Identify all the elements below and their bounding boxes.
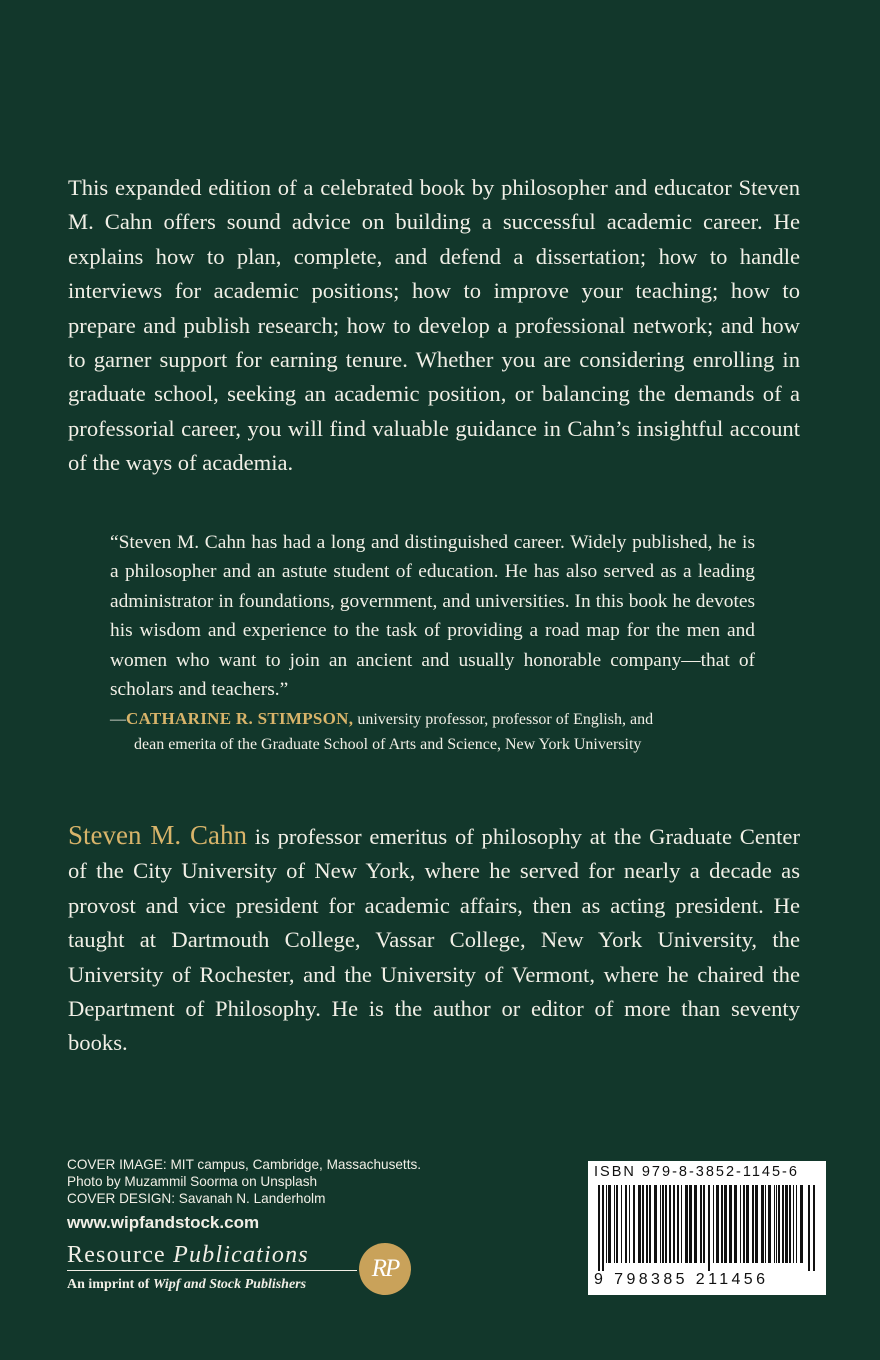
publisher-name-italic: Publications — [173, 1242, 309, 1268]
barcode-bar — [616, 1185, 618, 1263]
barcode-bar — [606, 1185, 607, 1263]
imprint-prefix: An imprint of — [67, 1277, 153, 1292]
barcode-bar — [793, 1185, 794, 1263]
barcode-bar — [778, 1185, 780, 1263]
barcode-bar — [654, 1185, 657, 1263]
barcode-bar — [694, 1185, 697, 1263]
rp-logo-icon: RP — [359, 1243, 411, 1295]
barcode-bar — [782, 1185, 784, 1263]
barcode-bar — [673, 1185, 675, 1263]
author-bio-text: is professor emeritus of philosophy at the Graduate Center of the City University of New York, where he served for nearly a decade as provost and vice president for academic affairs, then as acting president. He taught at Dartmouth College, Vassar College, New York University, the University of Rochester, and the University of Vermont, where he chaired the Department of Philosophy. He is the author or editor of more than seventy books. — [68, 824, 800, 1056]
imprint-name: Wipf and Stock Publishers — [152, 1277, 307, 1292]
barcode-bar — [621, 1185, 622, 1263]
barcode-bar — [774, 1185, 775, 1263]
cover-design-text: Savanah N. Landerholm — [175, 1191, 326, 1206]
cover-image-label: COVER IMAGE: — [67, 1157, 167, 1172]
barcode-bar — [743, 1185, 745, 1263]
barcode-bar — [677, 1185, 679, 1263]
barcode-bar — [808, 1185, 810, 1271]
barcode-bar — [625, 1185, 627, 1263]
endorsement-quote: “Steven M. Cahn has had a long and distinguished career. Widely published, he is a philosopher and an astute student of education. He has also served as a leading administrator in foundations, government, and universities. In this book he devotes his wisdom and experience to the task of providing a road map for the men and women who want to join an ancient and usually honorable company—that of scholars and teachers.” — [110, 532, 755, 701]
cover-design-credit — [67, 1190, 537, 1207]
publisher-imprint — [67, 1277, 306, 1293]
barcode-bar — [614, 1185, 615, 1263]
barcode-bar — [800, 1185, 803, 1263]
barcode-bar — [669, 1185, 671, 1263]
barcode-bar — [646, 1185, 648, 1263]
barcode-bar — [729, 1185, 732, 1263]
barcode-bar — [789, 1185, 791, 1263]
barcode-bar — [768, 1185, 771, 1263]
endorsement-attribution — [110, 706, 790, 757]
barcode-bar — [598, 1185, 600, 1271]
barcode-bar — [740, 1185, 741, 1263]
publisher-name-regular: Resource — [67, 1242, 174, 1268]
isbn-label: ISBN 979-8-3852-1145-6 — [594, 1164, 799, 1180]
cover-image-text: MIT campus, Cambridge, Massachusetts. — [166, 1157, 422, 1172]
endorser-title-line1: university professor, professor of English, and — [353, 711, 654, 728]
barcode-bar — [629, 1185, 630, 1263]
cover-design-label: COVER DESIGN: — [67, 1191, 176, 1206]
barcode-bar — [752, 1185, 754, 1263]
barcode-bar — [721, 1185, 723, 1263]
barcode-bar — [785, 1185, 788, 1263]
barcode-bar — [708, 1185, 710, 1271]
barcode-bar — [665, 1185, 667, 1263]
barcode-bar — [638, 1185, 641, 1263]
barcode-bar — [700, 1185, 702, 1263]
photo-credit: Photo by Muzammil Soorma on Unsplash — [67, 1174, 318, 1189]
barcode-bar — [761, 1185, 764, 1263]
barcode-bar — [716, 1185, 719, 1263]
author-bio — [68, 818, 800, 1061]
barcode-bar — [642, 1185, 644, 1263]
barcode-bar — [681, 1185, 682, 1263]
attribution-dash: — — [110, 711, 126, 728]
barcode-bars — [598, 1185, 816, 1271]
barcode-bar — [689, 1185, 692, 1263]
barcode-bar — [796, 1185, 797, 1263]
barcode-bar — [633, 1185, 635, 1263]
author-name: Steven M. Cahn — [68, 820, 247, 850]
barcode-bar — [685, 1185, 688, 1263]
barcode-bar — [765, 1185, 766, 1263]
barcode-bar — [746, 1185, 749, 1263]
barcode-bar — [713, 1185, 714, 1263]
barcode-bar — [608, 1185, 611, 1263]
publisher-name — [67, 1240, 357, 1271]
barcode-bar — [813, 1185, 815, 1271]
barcode-bar — [755, 1185, 758, 1263]
isbn-barcode — [588, 1161, 826, 1295]
barcode-bar — [649, 1185, 651, 1263]
barcode-digits: 9 798385 211456 — [594, 1271, 769, 1288]
endorser-title-line2: dean emerita of the Graduate School of Arts and Science, New York University — [134, 736, 642, 753]
barcode-bar — [724, 1185, 727, 1263]
barcode-bar — [703, 1185, 705, 1263]
barcode-bar — [602, 1185, 604, 1271]
endorser-name: CATHARINE R. STIMPSON, — [126, 709, 354, 728]
book-description: This expanded edition of a celebrated book by philosopher and educator Steven M. Cahn offers sound advice on building a successful academic career. He explains how to plan, complete, and defend a dissertation; how to handle interviews for academic positions; how to improve your teaching; how to prepare and publish research; how to develop a professional network; and how to garner support for earning tenure. Whether you are considering enrolling in graduate school, seeking an academic position, or balancing the demands of a professorial career, you will find valuable guidance in Cahn’s insightful account of the ways of academia. — [68, 175, 800, 476]
barcode-bar — [660, 1185, 661, 1263]
cover-credits — [67, 1156, 537, 1207]
publisher-website: www.wipfandstock.com — [67, 1213, 260, 1232]
barcode-bar — [662, 1185, 664, 1263]
barcode-bar — [776, 1185, 777, 1263]
barcode-bar — [734, 1185, 737, 1263]
cover-image-credit — [67, 1156, 537, 1173]
